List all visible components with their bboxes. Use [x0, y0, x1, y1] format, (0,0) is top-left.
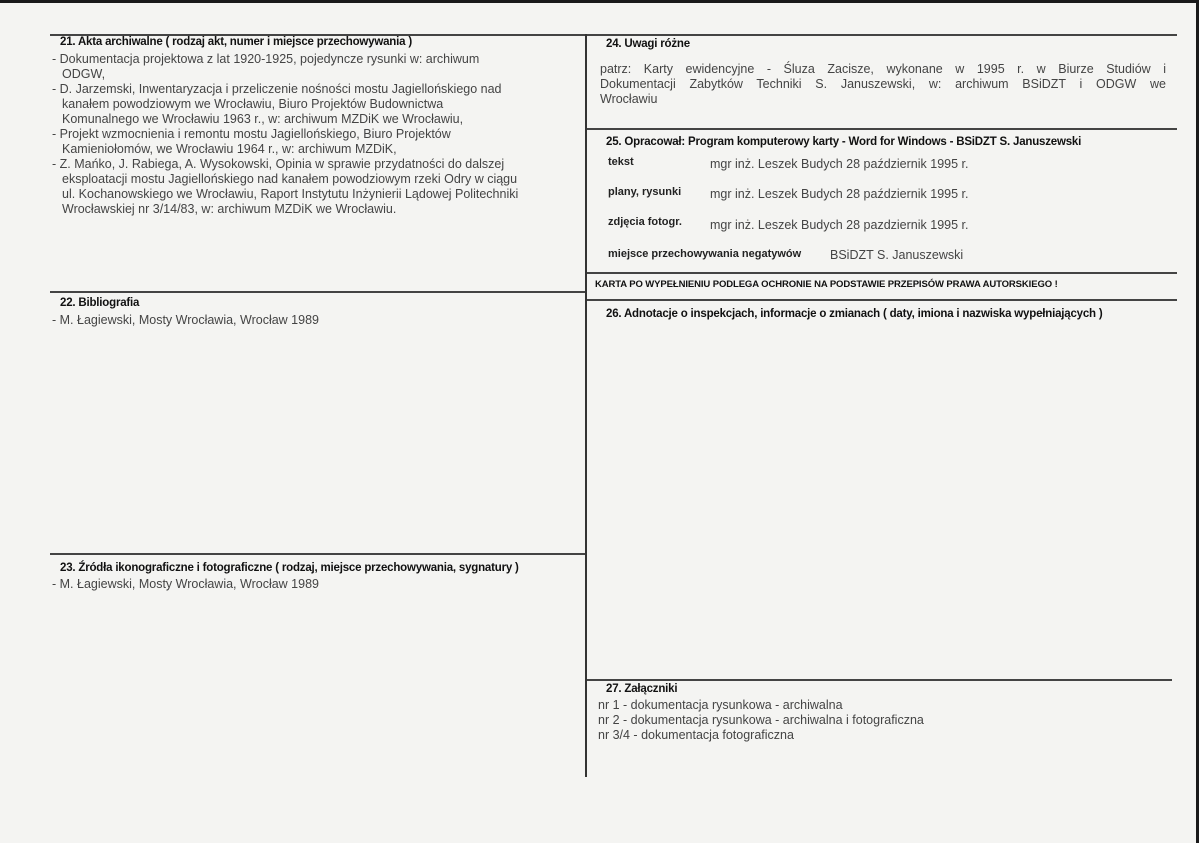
section-24-line-2: Dokumentacji Zabytków Techniki S. Januszewski, w: archiwum BSiDZT i ODGW we [600, 77, 1166, 91]
section-23-title: 23. Źródła ikonograficzne i fotograficzne ( rodzaj, miejsce przechowywania, sygnatury ) [60, 562, 519, 574]
rule-25-26 [587, 299, 1177, 301]
section-24-title: 24. Uwagi różne [606, 38, 690, 50]
section-21-item-3-line-2: Kamieniołomów, we Wrocławiu 1964 r., w: archiwum MZDiK, [62, 142, 397, 156]
section-21-item-4-line-1: - Z. Mańko, J. Rabiega, A. Wysokowski, Opinia w sprawie przydatności do dalszej [52, 157, 505, 171]
row-value-tekst: mgr inż. Leszek Budych 28 październik 1995 r. [710, 157, 969, 171]
rule-22-23 [50, 553, 585, 555]
rule-24-25 [587, 128, 1177, 130]
copyright-notice: KARTA PO WYPEŁNIENIU PODLEGA OCHRONIE NA PODSTAWIE PRZEPISÓW PRAWA AUTORSKIEGO ! [595, 279, 1058, 290]
rule-21-22 [50, 291, 585, 293]
section-26-title: 26. Adnotacje o inspekcjach, informacje o zmianach ( daty, imiona i nazwiska wypełniających ) [606, 308, 1103, 320]
row-value-negatywy: BSiDZT S. Januszewski [830, 248, 964, 262]
section-21-item-1-line-2: ODGW, [62, 67, 106, 81]
section-21-item-4-line-2: eksploatacji mostu Jagiellońskiego nad kanałem powodziowym rzeki Odry w ciągu [62, 172, 518, 186]
attachment-2: nr 2 - dokumentacja rysunkowa - archiwalna i fotograficzna [598, 713, 924, 727]
section-22-item: - M. Łagiewski, Mosty Wrocławia, Wrocław 1989 [52, 313, 319, 327]
row-value-plany: mgr inż. Leszek Budych 28 październik 1995 r. [710, 187, 969, 201]
attachment-3: nr 3/4 - dokumentacja fotograficzna [598, 728, 794, 742]
section-21-item-4-line-3: ul. Kochanowskiego we Wrocławiu, Raport Instytutu Inżynierii Lądowej Politechniki [62, 187, 519, 201]
row-label-tekst: tekst [608, 156, 634, 168]
section-21-item-2-line-3: Komunalnego we Wrocławiu 1963 r., w: archiwum MZDiK we Wrocławiu, [62, 112, 464, 126]
section-21-item-2-line-2: kanałem powodziowym we Wrocławiu, Biuro Projektów Budownictwa [62, 97, 444, 111]
section-21-title: 21. Akta archiwalne ( rodzaj akt, numer i miejsce przechowywania ) [60, 36, 412, 48]
rule-26-27 [587, 679, 1172, 681]
center-divider [585, 34, 587, 777]
row-label-plany: plany, rysunki [608, 186, 682, 198]
section-23-item: - M. Łagiewski, Mosty Wrocławia, Wrocław 1989 [52, 577, 319, 591]
section-27-title: 27. Załączniki [606, 683, 678, 695]
top-right-rule [587, 34, 1177, 36]
row-label-zdjecia: zdjęcia fotogr. [608, 216, 682, 228]
section-24-body [600, 62, 1166, 107]
section-24-line-1: patrz: Karty ewidencyjne - Śluza Zacisze, wykonane w 1995 r. w Biurze Studiów i [600, 62, 1166, 76]
scan-edge-top [0, 0, 1199, 3]
row-label-negatywy: miejsce przechowywania negatywów [608, 248, 802, 260]
attachment-1: nr 1 - dokumentacja rysunkowa - archiwalna [598, 698, 843, 712]
section-22-title: 22. Bibliografia [60, 297, 140, 309]
section-24-line-3: Wrocławiu [600, 92, 658, 106]
section-25-title: 25. Opracował: Program komputerowy karty - Word for Windows - BSiDZT S. Januszewski [606, 136, 1082, 148]
section-21-item-4-line-4: Wrocławskiej nr 3/14/83, w: archiwum MZDiK we Wrocławiu. [62, 202, 397, 216]
section-21-body [52, 52, 582, 217]
section-21-item-1-line-1: - Dokumentacja projektowa z lat 1920-1925, pojedyncze rysunki w: archiwum [52, 52, 480, 66]
rule-25-notice [587, 272, 1177, 274]
section-21-item-2-line-1: - D. Jarzemski, Inwentaryzacja i przeliczenie nośności mostu Jagiellońskiego nad [52, 82, 502, 96]
section-27-body [598, 698, 924, 743]
row-value-zdjecia: mgr inż. Leszek Budych 28 pazdziernik 1995 r. [710, 218, 969, 232]
section-21-item-3-line-1: - Projekt wzmocnienia i remontu mostu Jagiellońskiego, Biuro Projektów [52, 127, 451, 141]
